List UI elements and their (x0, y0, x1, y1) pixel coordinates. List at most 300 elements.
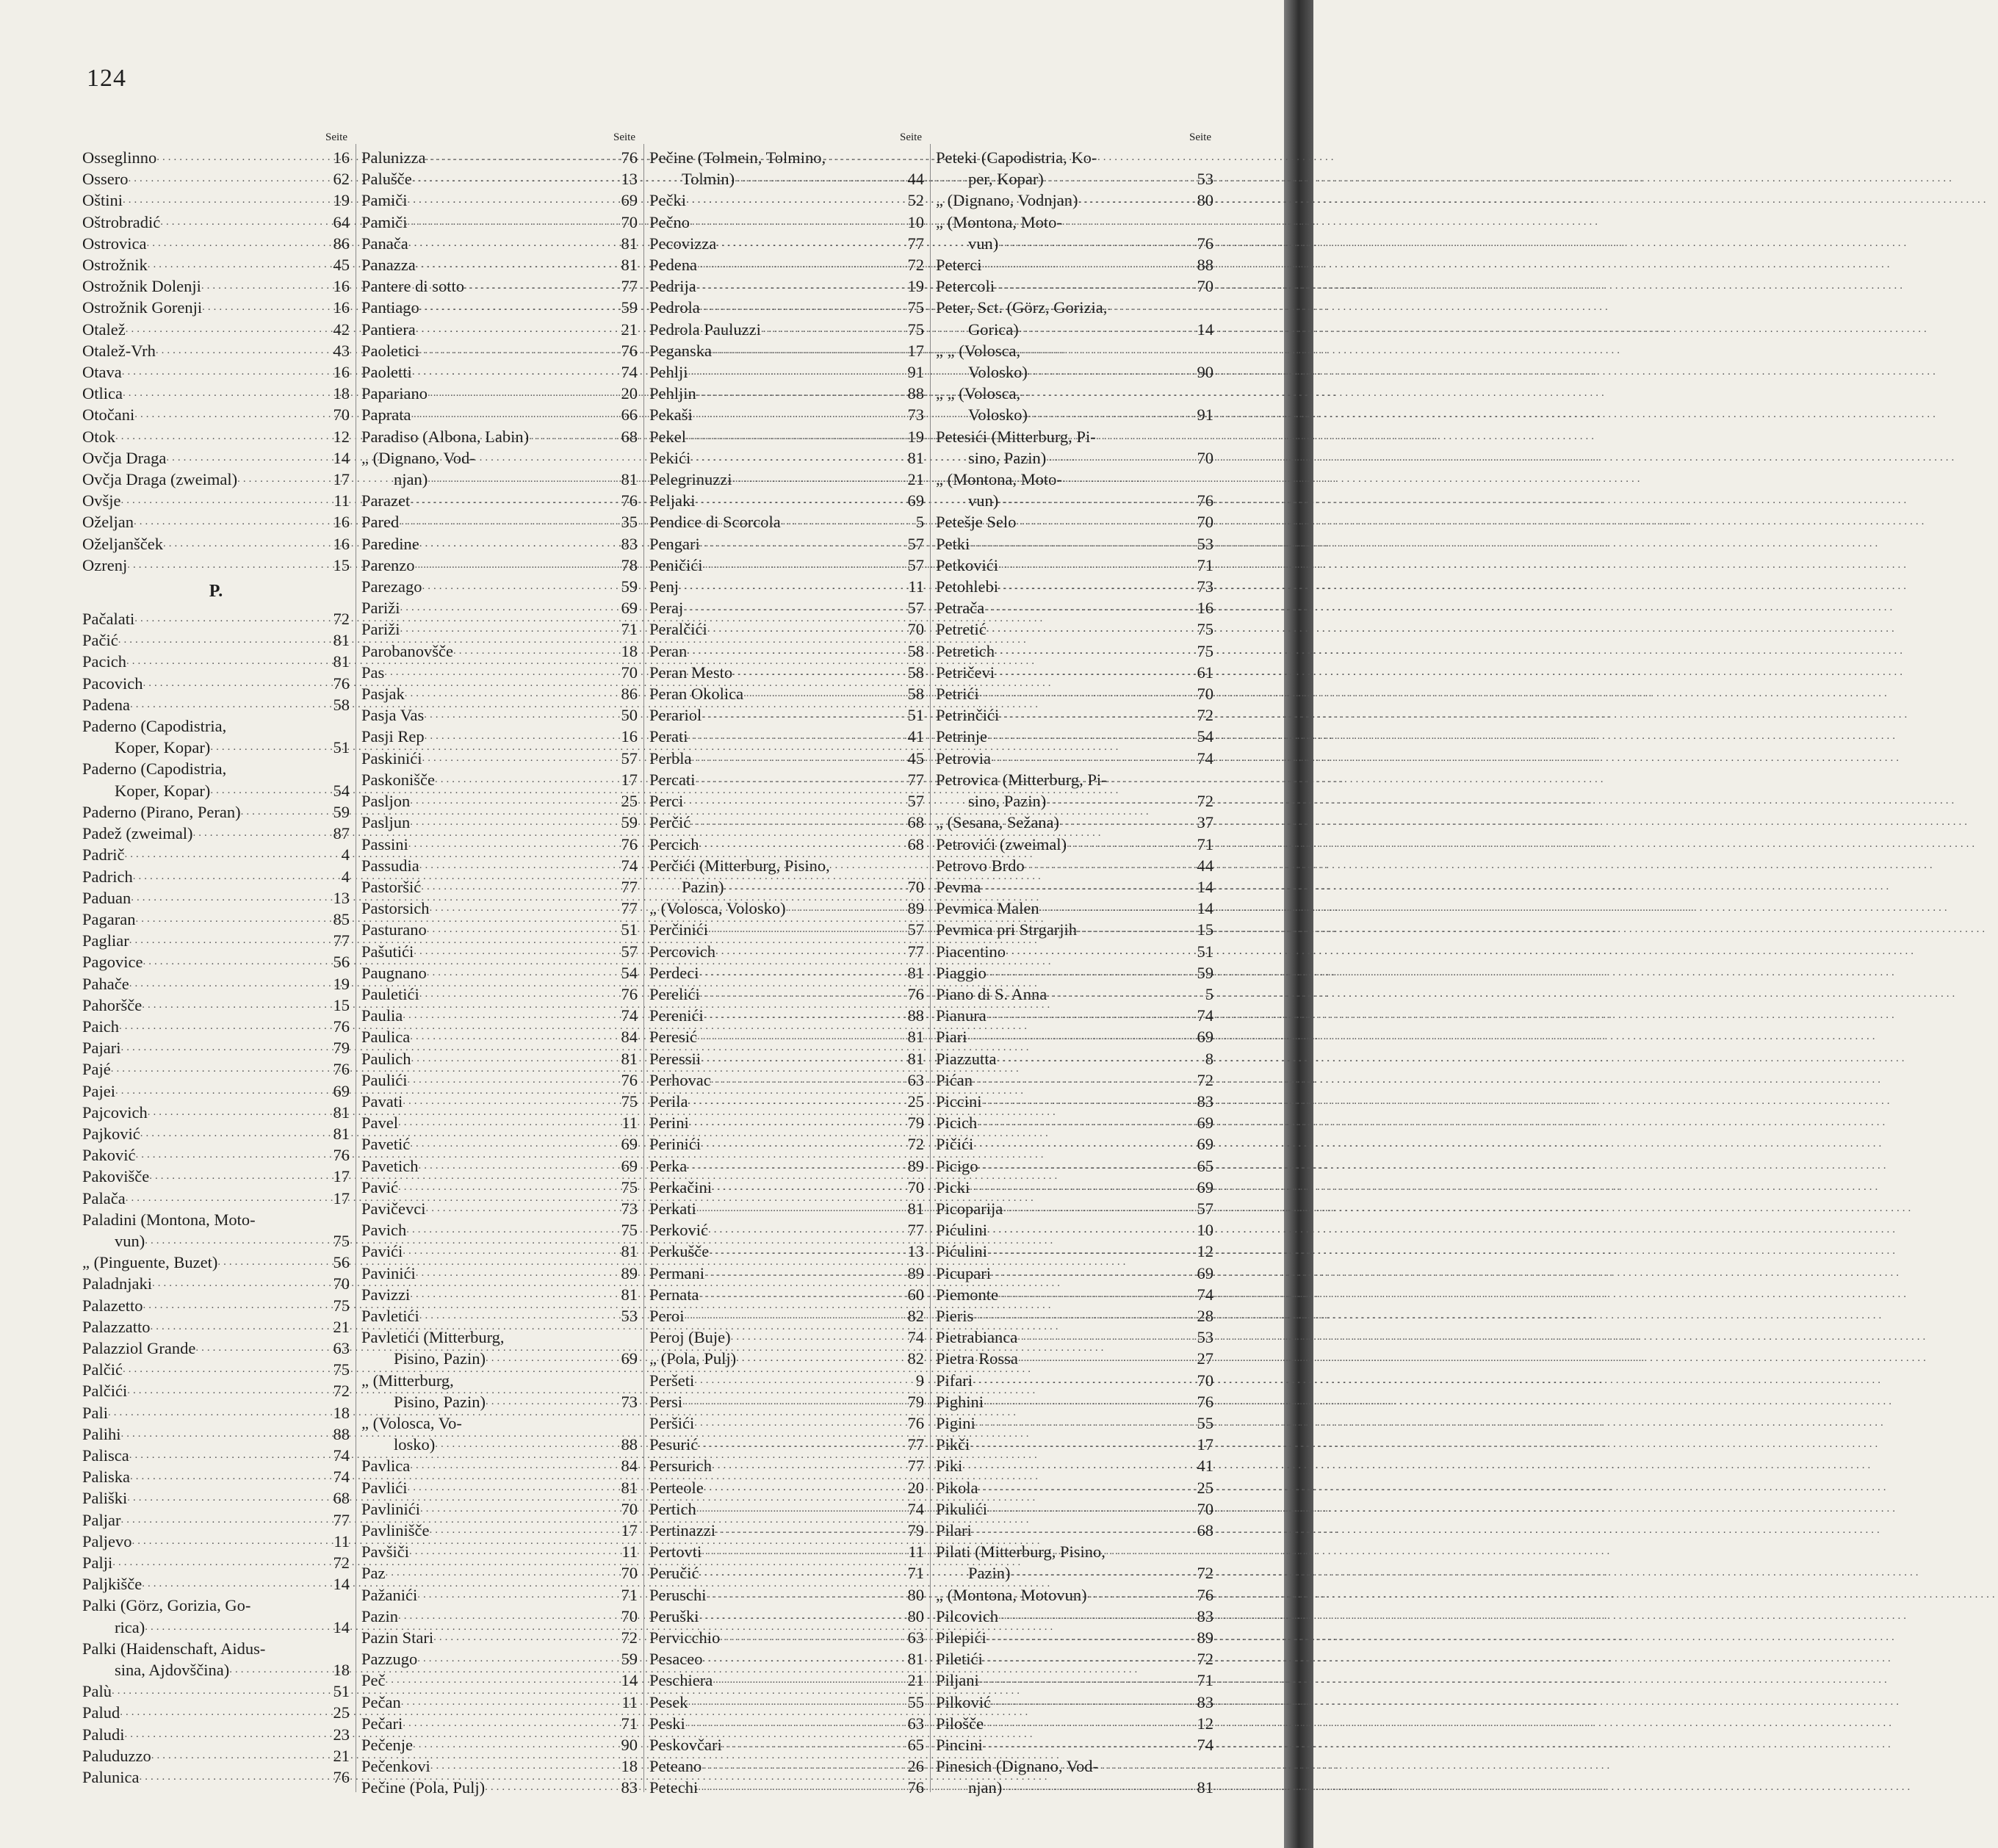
leader-dots (686, 190, 892, 211)
leader-dots (724, 876, 892, 898)
index-entry (936, 254, 1213, 275)
page-reference: 79 (333, 1039, 350, 1058)
place-name: Petohlebi (936, 577, 998, 596)
place-name: Palki (Görz, Gorizia, Go- (82, 1596, 251, 1615)
leader-dots (716, 233, 892, 254)
index-entry (361, 683, 638, 704)
leader-dots (987, 1005, 1181, 1026)
leader-dots (984, 1391, 1181, 1412)
leader-dots (761, 319, 892, 340)
place-name: Perelići (649, 984, 700, 1003)
place-name: Paskonišče (361, 770, 435, 789)
place-name: Parenzo (361, 555, 415, 574)
page-reference: 16 (1197, 599, 1213, 618)
place-name: „ (Pola, Pulj) (649, 1349, 737, 1368)
page-reference: 84 (621, 1457, 638, 1476)
index-entry (361, 190, 638, 211)
leader-dots (135, 909, 317, 930)
index-entry (649, 254, 924, 275)
leader-dots (701, 1133, 892, 1155)
place-name: Pikulići (936, 1499, 988, 1518)
index-entry (82, 930, 350, 951)
place-name: Percovich (649, 942, 715, 961)
leader-dots (995, 662, 1181, 683)
page-reference: 80 (907, 1585, 924, 1604)
place-name: Pališki (82, 1489, 128, 1508)
place-name: Pićan (936, 1070, 973, 1089)
place-name: Piemonte (936, 1285, 998, 1304)
index-entry (361, 704, 638, 726)
index-entry (649, 361, 924, 383)
leader-dots (416, 254, 605, 275)
leader-dots (410, 1455, 605, 1476)
leader-dots (702, 704, 892, 726)
index-entry (936, 469, 1213, 490)
index-entry (936, 1520, 1213, 1541)
place-name: Persi (649, 1392, 682, 1411)
index-entry (361, 1627, 638, 1648)
index-entry (936, 1048, 1213, 1069)
index-entry (361, 748, 638, 769)
place-name: Passini (361, 834, 408, 853)
index-entry (649, 1005, 924, 1026)
place-name: Otok (82, 427, 115, 446)
page-reference: 16 (333, 148, 350, 167)
index-entry (82, 673, 350, 694)
place-name: Palazzatto (82, 1317, 151, 1336)
page-reference: 58 (907, 663, 924, 682)
index-entry (649, 1069, 924, 1091)
page-reference: 74 (333, 1468, 350, 1487)
leader-dots (410, 490, 605, 511)
place-name: Perkati (649, 1199, 696, 1218)
index-entry (649, 1155, 924, 1177)
page-reference: 73 (907, 405, 924, 425)
index-entry (361, 876, 638, 898)
leader-dots (687, 1155, 892, 1177)
leader-dots (486, 1391, 605, 1412)
leader-dots (987, 618, 1181, 640)
page-reference: 51 (333, 738, 350, 757)
page-reference: 81 (621, 234, 638, 253)
place-name: Paredine (361, 534, 419, 553)
leader-dots (995, 640, 1181, 662)
place-name: Peruschi (649, 1585, 707, 1604)
page-reference: 45 (907, 748, 924, 768)
leader-dots (978, 1155, 1181, 1177)
index-entry-continuation (936, 168, 1213, 190)
place-name: Paković (82, 1146, 136, 1165)
index-entry-continuation (82, 1230, 350, 1252)
index-entry (361, 1755, 638, 1777)
page-reference: 51 (1197, 942, 1213, 961)
page-reference: 91 (907, 363, 924, 382)
page-reference: 13 (333, 888, 350, 907)
leader-dots (430, 898, 606, 919)
leader-dots (696, 1498, 892, 1520)
leader-dots (720, 1627, 892, 1648)
index-entry (82, 951, 350, 972)
index-entry (936, 1305, 1213, 1327)
page-reference: 70 (1197, 685, 1213, 704)
place-name: Petrovica (Mitterburg, Pi- (936, 770, 1107, 789)
leader-dots (142, 1573, 317, 1595)
place-name: Pazin Stari (361, 1628, 434, 1647)
index-entry (82, 1552, 350, 1573)
page-reference: 75 (621, 1221, 638, 1240)
leader-dots (711, 1069, 892, 1091)
place-name: Pamiči (361, 212, 408, 231)
leader-dots (129, 973, 317, 995)
leader-dots (981, 254, 1181, 275)
page-reference: 13 (907, 1242, 924, 1261)
leader-dots (410, 1026, 605, 1047)
index-entry (82, 1273, 350, 1294)
place-name: Pikči (936, 1435, 970, 1454)
index-entry (649, 769, 924, 790)
page-reference: 65 (1197, 1156, 1213, 1175)
index-entry (936, 1219, 1213, 1241)
place-name: Peresić (649, 1028, 697, 1047)
page-reference: 75 (1197, 620, 1213, 639)
index-entry (649, 962, 924, 983)
page-reference: 75 (621, 1177, 638, 1196)
leader-dots (712, 1177, 892, 1198)
leader-dots (722, 1734, 892, 1755)
page-reference: 70 (907, 620, 924, 639)
index-entry (649, 426, 924, 447)
leader-dots (428, 383, 605, 404)
leader-dots (408, 212, 606, 233)
place-name-continuation: sino, Pazin) (968, 448, 1047, 467)
page-reference: 81 (1197, 1778, 1213, 1797)
leader-dots (973, 1305, 1181, 1327)
index-entry (649, 1412, 924, 1434)
index-entry (361, 1241, 638, 1262)
page-reference: 76 (1197, 1585, 1213, 1604)
place-name: Paich (82, 1017, 119, 1036)
page-reference: 87 (333, 824, 350, 843)
page-reference: 11 (333, 1531, 350, 1551)
index-entry (82, 758, 350, 779)
place-name: Pasljun (361, 813, 411, 832)
index-entry (936, 1541, 1213, 1562)
place-name: Pedrola (649, 298, 700, 317)
place-name: Paugnano (361, 963, 427, 982)
index-entry (361, 1133, 638, 1155)
index-entry (82, 1466, 350, 1487)
place-name: Picoparija (936, 1199, 1003, 1218)
page-reference: 68 (1197, 1521, 1213, 1540)
page-reference: 59 (621, 813, 638, 832)
leader-dots (217, 1252, 317, 1273)
place-name-continuation: vun) (968, 234, 999, 253)
page-reference: 75 (907, 298, 924, 317)
page-reference: 70 (621, 663, 638, 682)
index-column-4 (936, 128, 1213, 1799)
index-entry (82, 887, 350, 909)
leader-dots (400, 618, 605, 640)
leader-dots (403, 1091, 605, 1112)
place-name: Petrinčići (936, 706, 1000, 725)
index-entry (82, 629, 350, 651)
leader-dots (126, 651, 317, 672)
place-name: Pelegrinuzzi (649, 470, 732, 489)
page-reference: 83 (1197, 1091, 1213, 1111)
index-entry (361, 212, 638, 233)
place-name: Panazza (361, 256, 416, 275)
index-entry-continuation (936, 447, 1213, 469)
leader-dots (422, 748, 606, 769)
index-entry (361, 726, 638, 747)
leader-dots (120, 1702, 317, 1723)
place-name: Pajari (82, 1039, 121, 1058)
leader-dots (156, 147, 317, 168)
page-reference: 81 (907, 963, 924, 982)
leader-dots (124, 844, 317, 865)
leader-dots (193, 823, 317, 844)
index-entry (361, 1412, 638, 1434)
leader-dots (166, 447, 317, 469)
index-entry (361, 1498, 638, 1520)
place-name: Pagaran (82, 909, 136, 928)
index-entry (649, 1177, 924, 1198)
leader-dots (126, 319, 317, 340)
place-name: „ (Dignano, Vod- (361, 448, 475, 467)
place-name: Petesići (Mitterburg, Pi- (936, 427, 1096, 446)
index-entry (82, 147, 350, 168)
index-entry (361, 1713, 638, 1734)
place-name: Paskinići (361, 748, 422, 768)
index-entry (82, 426, 350, 447)
place-name: Pavletići (361, 1306, 419, 1325)
index-entry (649, 1305, 924, 1327)
place-name: Perkušče (649, 1242, 710, 1261)
place-name-continuation: Koper, Kopar) (115, 781, 211, 800)
page-reference: 53 (1197, 1328, 1213, 1347)
page-reference: 18 (621, 1757, 638, 1776)
index-entry (82, 1123, 350, 1144)
index-entry (82, 1316, 350, 1338)
page-reference: 58 (907, 641, 924, 660)
leader-dots (1019, 319, 1181, 340)
leader-dots (386, 1562, 606, 1584)
page-reference: 74 (1197, 1736, 1213, 1755)
page-reference: 17 (333, 1167, 350, 1186)
index-entry (649, 1498, 924, 1520)
place-name: Pekići (649, 448, 691, 467)
leader-dots (995, 275, 1181, 297)
index-column-3 (649, 128, 924, 1799)
index-entry (649, 1219, 924, 1241)
leader-dots (419, 983, 605, 1005)
page-reference: 53 (1197, 534, 1213, 553)
place-name: Pačić (82, 631, 118, 650)
place-name: Petrići (936, 685, 979, 704)
leader-dots (529, 426, 605, 447)
place-name: Petki (936, 534, 970, 553)
place-name: Peršeti (649, 1371, 695, 1390)
leader-dots (163, 533, 317, 555)
place-name: Parobanovšče (361, 641, 453, 660)
place-name: Osseglinno (82, 148, 157, 167)
page-reference: 72 (333, 610, 350, 629)
index-entry (649, 147, 924, 168)
index-entry (361, 576, 638, 597)
index-entry (936, 1734, 1213, 1755)
place-name: Palušče (361, 170, 412, 189)
place-name: Petrinje (936, 727, 987, 746)
leader-dots (998, 1606, 1181, 1627)
place-name: Piccini (936, 1091, 982, 1111)
leader-dots (688, 1091, 892, 1112)
index-entry (936, 662, 1213, 683)
leader-dots (429, 1520, 605, 1541)
page-reference: 21 (621, 320, 638, 339)
leader-dots (143, 1295, 317, 1316)
index-entry (649, 1648, 924, 1670)
place-name-continuation: Pazin) (682, 877, 724, 896)
index-entry (649, 1541, 924, 1562)
index-entry (82, 1188, 350, 1209)
page-reference: 16 (333, 534, 350, 553)
place-name: Piletići (936, 1650, 983, 1669)
page-reference: 20 (907, 1478, 924, 1497)
place-name: Petretić (936, 620, 987, 639)
place-name: Paderno (Pirano, Peran) (82, 802, 241, 821)
place-name: Pauletići (361, 984, 419, 1003)
page-reference: 81 (907, 448, 924, 467)
leader-dots (679, 576, 892, 597)
place-name-continuation: njan) (968, 1778, 1003, 1797)
index-entry (82, 469, 350, 490)
leader-dots (417, 1584, 605, 1606)
page-reference: 86 (333, 234, 350, 253)
leader-dots (408, 834, 605, 855)
page-reference: 70 (1197, 448, 1213, 467)
place-name: Peroi (649, 1306, 685, 1325)
page-reference: 74 (333, 1445, 350, 1465)
place-name: Otalež (82, 320, 126, 339)
page-reference: 81 (621, 1478, 638, 1497)
index-entry (936, 1112, 1213, 1133)
leader-dots (418, 1155, 605, 1177)
page-reference: 53 (621, 1306, 638, 1325)
index-entry (649, 855, 924, 876)
place-name: Paladnjaki (82, 1274, 152, 1293)
page-reference: 25 (1197, 1478, 1213, 1497)
place-name: Pahače (82, 974, 129, 993)
page-reference: 63 (907, 1714, 924, 1733)
page-reference: 56 (333, 1253, 350, 1272)
index-entry (361, 1198, 638, 1219)
page-reference: 77 (621, 877, 638, 896)
leader-dots (786, 898, 892, 919)
index-entry (82, 1252, 350, 1273)
leader-dots (704, 1005, 892, 1026)
page-reference: 20 (621, 384, 638, 403)
page-reference: 16 (333, 513, 350, 532)
place-name: Pilari (936, 1521, 972, 1540)
leader-dots (987, 1241, 1181, 1262)
place-name: Pikola (936, 1478, 978, 1497)
page-reference: 86 (621, 685, 638, 704)
place-name: Palčić (82, 1360, 123, 1379)
page-reference: 69 (1197, 1028, 1213, 1047)
leader-dots (403, 1241, 605, 1262)
page-reference: 16 (333, 277, 350, 296)
index-entry (82, 1209, 350, 1230)
leader-dots (410, 790, 605, 812)
place-name: Piljani (936, 1671, 979, 1690)
place-name: Oštini (82, 191, 123, 210)
page-reference: 74 (1197, 748, 1213, 768)
page-reference: 75 (333, 1296, 350, 1315)
place-name: Pavel (361, 1114, 398, 1133)
leader-dots (979, 683, 1181, 704)
leader-dots (699, 962, 892, 983)
index-entry (361, 1005, 638, 1026)
page-reference: 25 (621, 792, 638, 811)
index-entry (936, 1155, 1213, 1177)
leader-dots (120, 1037, 317, 1058)
page-reference: 80 (907, 1606, 924, 1625)
place-name: Peljaki (649, 491, 696, 510)
leader-dots (406, 1219, 605, 1241)
place-name: Pašutići (361, 942, 414, 961)
place-name: Perenići (649, 1006, 704, 1025)
index-entry (649, 1627, 924, 1648)
page-reference: 71 (621, 1585, 638, 1604)
leader-dots (416, 319, 605, 340)
page-reference: 58 (907, 685, 924, 704)
place-name: Piano di S. Anna (936, 984, 1047, 1003)
leader-dots (700, 983, 892, 1005)
page-reference: 72 (333, 1382, 350, 1401)
page-reference: 18 (621, 641, 638, 660)
page-reference: 69 (621, 599, 638, 618)
leader-dots (685, 1305, 892, 1327)
page-reference: 19 (333, 191, 350, 210)
index-entry-continuation (936, 319, 1213, 340)
index-entry (82, 801, 350, 823)
page-reference: 69 (621, 191, 638, 210)
place-name-continuation: sina, Ajdovščina) (115, 1661, 230, 1680)
leader-dots (210, 737, 317, 758)
page-reference: 10 (1197, 1221, 1213, 1240)
place-name: „ „ (Volosca, (936, 341, 1021, 360)
index-entry (82, 1681, 350, 1702)
place-name: Perčići (Mitterburg, Pisino, (649, 856, 830, 875)
leader-dots (973, 1069, 1181, 1091)
leader-dots (696, 275, 892, 297)
leader-dots (690, 812, 892, 833)
leader-dots (195, 1338, 317, 1359)
page-reference: 72 (621, 1628, 638, 1647)
index-entry (649, 340, 924, 361)
index-entry (361, 1520, 638, 1541)
leader-dots (403, 1713, 605, 1734)
place-name: Pianura (936, 1006, 987, 1025)
index-entry (649, 1327, 924, 1348)
page-reference: 44 (1197, 856, 1213, 875)
index-entry (649, 919, 924, 940)
page-reference: 12 (333, 427, 350, 446)
leader-dots (987, 1627, 1181, 1648)
place-name: Pavich (361, 1221, 407, 1240)
leader-dots (136, 1144, 318, 1166)
place-name: Paljkišče (82, 1575, 143, 1594)
